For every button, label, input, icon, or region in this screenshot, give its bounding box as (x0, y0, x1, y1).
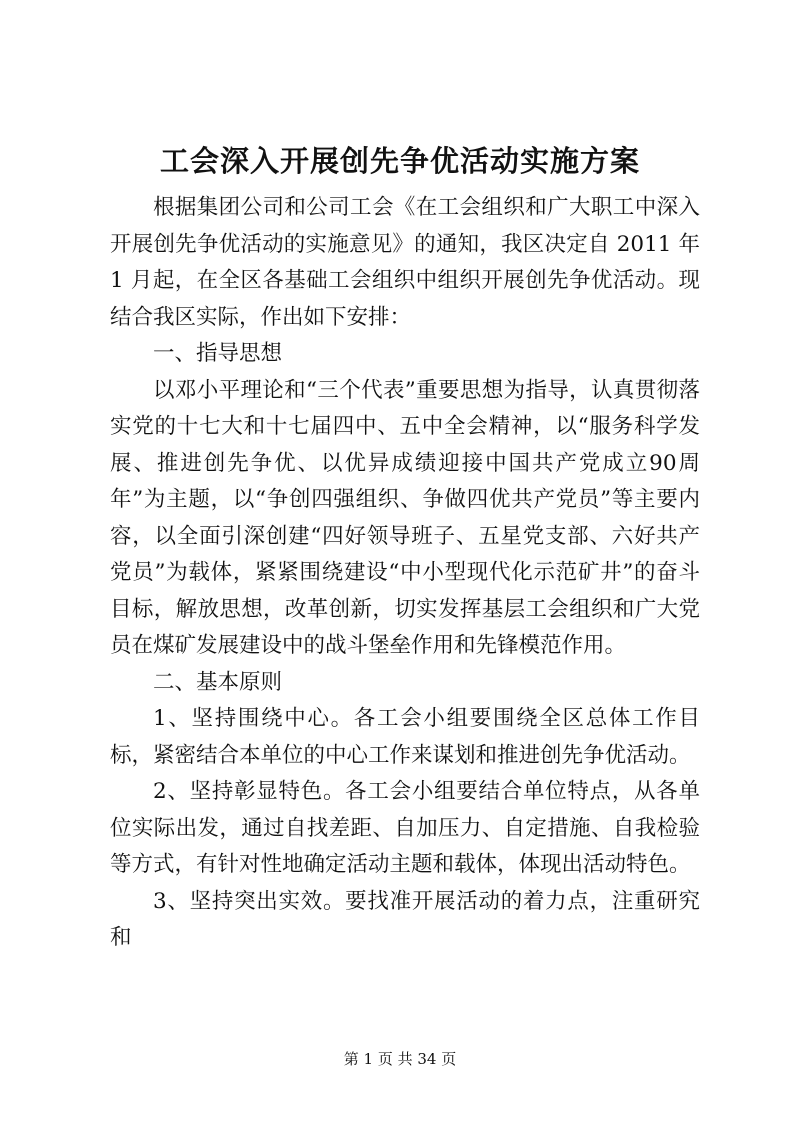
paragraph-principle-3: 3、坚持突出实效。要找准开展活动的着力点，注重研究和 (110, 888, 700, 950)
paragraph-principle-1: 1、坚持围绕中心。各工会小组要围绕全区总体工作目标，紧密结合本单位的中心工作来谋划和推进创先争优活动。 (110, 706, 700, 768)
section-heading-basic-principles: 二、基本原则 (153, 669, 283, 695)
document-title: 工会深入开展创先争优活动实施方案 (159, 144, 640, 178)
page-footer: 第 1 页 共 34 页 (343, 1050, 457, 1068)
section-heading-guiding-ideology: 一、指导思想 (153, 341, 283, 366)
document-body (110, 190, 700, 957)
paragraph-guiding-ideology: 以邓小平理论和“三个代表”重要思想为指导，认真贯彻落实党的十七大和十七届四中、五中全会精神，以“服务科学发展、推进创先争优、以优异成绩迎接中国共产党成立90周年”为主题，以“争创四强组织、争做四优共产党员”等主要内容，以全面引深创建“四好领导班子、五星党支部、六好共产党员”为载体，紧紧围绕建设“中小型现代化示范矿井”的奋斗目标，解放思想，改革创新，切实发挥基层工会组织和广大党员在煤矿发展建设中的战斗堡垒作用和先锋模范作用。 (110, 377, 700, 658)
paragraph-intro: 根据集团公司和公司工会《在工会组织和广大职工中深入开展创先争优活动的实施意见》的通知，我区决定自 2011 年 1 月起，在全区各基础工会组织中组织开展创先争优活动。现结合我区实际，作出如下安排： (110, 195, 700, 330)
paragraph-principle-2: 2、坚持彰显特色。各工会小组要结合单位特点，从各单位实际出发，通过自找差距、自加压力、自定措施、自我检验等方式，有针对性地确定活动主题和载体，体现出活动特色。 (110, 779, 700, 877)
